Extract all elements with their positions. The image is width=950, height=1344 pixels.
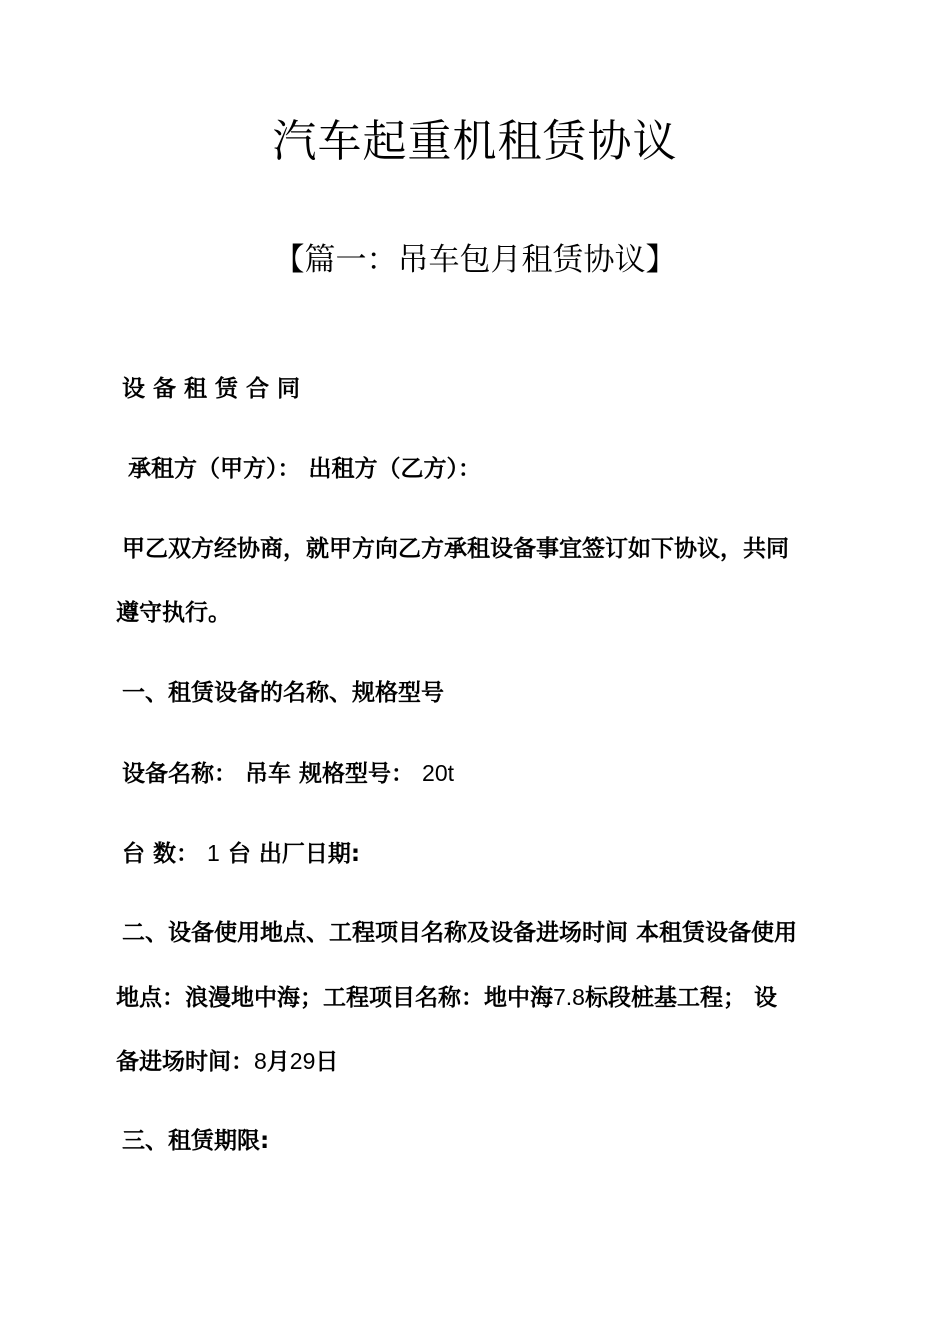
section-2-line-2 [116, 980, 777, 1015]
entry-time-label: 备进场时间： [116, 1049, 254, 1075]
month-char: 月 [266, 1049, 290, 1075]
section-number: 7.8 [553, 984, 585, 1010]
document-subtitle: 【篇一：吊车包月租赁协议】 [273, 242, 677, 278]
count-label: 台 数： [122, 841, 200, 867]
document-title: 汽车起重机租赁协议 [272, 116, 678, 167]
count-unit: 台 [227, 841, 251, 867]
count-line [122, 836, 360, 871]
factory-date-label: 出厂日期: [258, 841, 361, 867]
entry-day: 29 [289, 1048, 316, 1074]
intro-line-1: 甲乙双方经协商，就甲方向乙方承租设备事宜签订如下协议，共同 [122, 536, 789, 562]
section-2-line-1: 二、设备使用地点、工程项目名称及设备进场时间 本租赁设备使用 [122, 920, 798, 946]
project-text: 标段桩基工程； 设 [584, 985, 777, 1011]
spec-label: 规格型号： [299, 761, 415, 787]
location-text: 地点：浪漫地中海；工程项目名称：地中海 [116, 985, 553, 1011]
section-3-title: 三、租赁期限: [122, 1128, 270, 1154]
section-1-title: 一、租赁设备的名称、规格型号 [122, 680, 444, 706]
equipment-label: 设备名称： [122, 761, 237, 787]
intro-line-2: 遵守执行。 [116, 600, 231, 626]
equipment-line [122, 756, 454, 791]
section-2-line-3 [116, 1044, 338, 1079]
day-char: 日 [315, 1049, 339, 1075]
parties-line: 承租方（甲方）： 出租方（乙方）： [128, 456, 482, 482]
count-value: 1 [207, 840, 220, 866]
equipment-value: 吊车 [245, 761, 292, 787]
spec-value: 20t [422, 760, 455, 786]
entry-month: 8 [254, 1048, 267, 1074]
contract-heading: 设备租赁合同 [122, 376, 308, 402]
